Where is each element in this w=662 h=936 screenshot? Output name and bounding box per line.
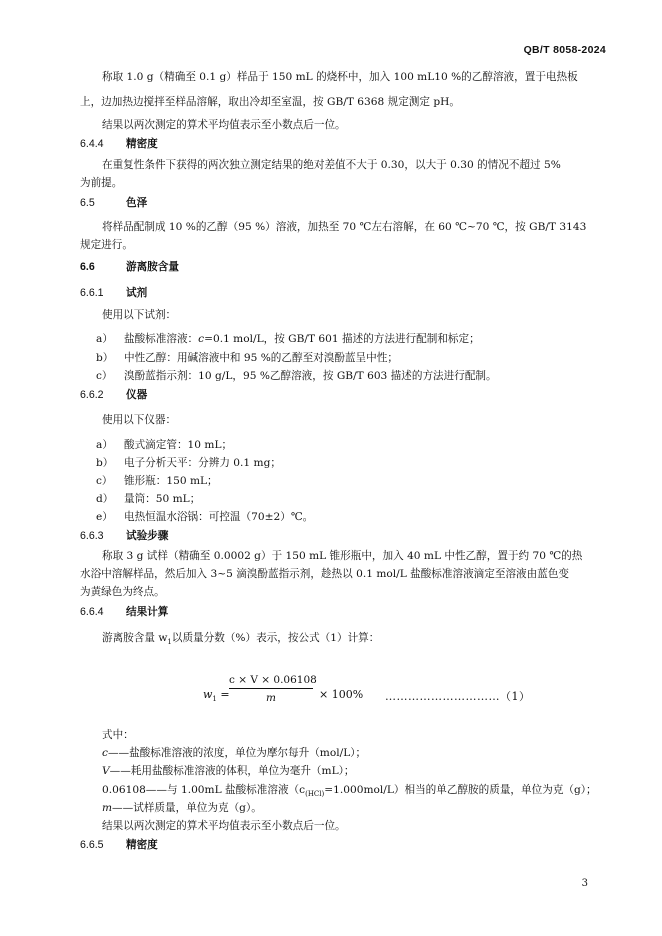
- list-item: [96, 456, 281, 470]
- section-title: 色泽: [126, 197, 148, 209]
- section-heading-6-6-5: [80, 838, 158, 852]
- formula-fraction: [229, 674, 317, 704]
- paragraph-line: 水浴中溶解样品，然后加入 3~5 滴溴酚蓝指示剂，趁热以 0.1 mol/L 盐酸标准溶液滴定至溶液由蓝色变: [80, 568, 570, 580]
- where-item: [102, 746, 366, 760]
- list-marker: e）: [96, 511, 113, 523]
- paragraph-line: 为前提。: [80, 177, 123, 189]
- formula-leader: [385, 688, 531, 704]
- list-text: 锥形瓶：150 mL；: [124, 475, 218, 487]
- subscript: 1: [212, 695, 217, 704]
- where-text: 0.06108——与 1.00mL 盐酸标准溶液（c: [102, 784, 306, 796]
- where-text: ——试样质量，单位为克（g）。: [112, 802, 262, 814]
- subscript: 1: [167, 638, 172, 647]
- subscript: (HCl): [305, 790, 325, 799]
- where-text: =1.000mol/L）相当的单乙醇胺的质量，单位为克（g）；: [324, 784, 597, 796]
- paragraph-line: 为黄绿色为终点。: [80, 586, 165, 598]
- list-item: [96, 510, 313, 524]
- page-number: 3: [581, 878, 588, 889]
- paragraph-line: 结果以两次测定的算术平均值表示至小数点后一位。: [102, 820, 346, 832]
- where-text: ——耗用盐酸标准溶液的体积，单位为毫升（mL）；: [109, 765, 355, 777]
- section-title: 试验步骤: [126, 530, 169, 542]
- list-marker: c）: [96, 370, 113, 382]
- paragraph-line: 在重复性条件下获得的两次独立测定结果的绝对差值不大于 0.30，以大于 0.30 的情况不超过 5%: [102, 159, 561, 171]
- variable: c: [102, 747, 108, 759]
- section-number: 6.6.5: [80, 839, 104, 851]
- section-heading-6-6-3: [80, 529, 168, 543]
- list-item: [96, 438, 232, 452]
- section-number: 6.6.1: [80, 287, 104, 299]
- calc-text: 以质量分数（%）表示，按公式（1）计算：: [171, 632, 380, 644]
- formula-number: （1）: [500, 690, 531, 703]
- section-title: 精密度: [126, 138, 158, 150]
- leader-dots: …………………………: [385, 690, 500, 703]
- section-number: 6.6.3: [80, 530, 104, 542]
- section-number: 6.6: [80, 261, 95, 273]
- fraction-bar: [229, 688, 313, 689]
- section-number: 6.6.4: [80, 606, 104, 618]
- section-number: 6.4.4: [80, 138, 104, 150]
- section-heading-6-6: [80, 260, 179, 274]
- formula-rhs: × 100%: [319, 688, 364, 701]
- list-marker: c）: [96, 475, 113, 487]
- list-marker: a）: [96, 439, 113, 451]
- paragraph-line: 规定进行。: [80, 239, 133, 251]
- section-heading-6-6-1: [80, 286, 147, 300]
- list-text: 溴酚蓝指示剂：10 g/L，95 %乙醇溶液，按 GB/T 603 描述的方法进行配制。: [124, 370, 497, 382]
- list-text: 盐酸标准溶液：: [124, 333, 199, 345]
- paragraph-line: 结果以两次测定的算术平均值表示至小数点后一位。: [102, 119, 346, 131]
- list-item: [96, 351, 398, 365]
- list-text: =0.1 mol/L，按 GB/T 601 描述的方法进行配制和标定；: [204, 333, 480, 345]
- list-text: 电子分析天平：分辨力 0.1 mg；: [124, 457, 281, 469]
- where-intro: 式中：: [102, 729, 134, 741]
- where-text: ——盐酸标准溶液的浓度，单位为摩尔每升（mol/L）；: [107, 747, 367, 759]
- variable: V: [102, 765, 110, 777]
- section-heading-6-6-2: [80, 388, 147, 402]
- list-marker: a）: [96, 333, 113, 345]
- calc-intro: [102, 631, 379, 649]
- list-item: [96, 369, 497, 383]
- reagents-intro: 使用以下试剂：: [102, 309, 177, 321]
- paragraph-line: 上，边加热边搅拌至样品溶解，取出冷却至室温，按 GB/T 6368 规定测定 pH。: [80, 96, 460, 108]
- section-title: 游离胺含量: [126, 261, 179, 273]
- where-item: [102, 783, 597, 801]
- section-number: 6.6.2: [80, 389, 104, 401]
- list-text: 电热恒温水浴锅：可控温（70±2）℃。: [124, 511, 314, 523]
- list-marker: b）: [96, 457, 114, 469]
- section-title: 结果计算: [126, 606, 169, 618]
- section-title: 精密度: [126, 839, 158, 851]
- variable: w: [203, 688, 213, 701]
- section-title: 试剂: [126, 287, 148, 299]
- instruments-intro: 使用以下仪器：: [102, 414, 177, 426]
- where-item: [102, 801, 262, 815]
- paragraph-line: 称取 1.0 g（精确至 0.1 g）样品于 150 mL 的烧杯中，加入 100 mL10 %的乙醇溶液，置于电热板: [102, 71, 578, 83]
- where-item: [102, 764, 355, 778]
- list-item: [96, 332, 480, 346]
- calc-text: 游离胺含量 w: [102, 632, 168, 644]
- list-item: [96, 492, 200, 506]
- list-text: 量筒：50 mL；: [124, 493, 201, 505]
- section-heading-6-5: [80, 196, 147, 210]
- section-heading-6-6-4: [80, 605, 168, 619]
- formula-numerator: c × V × 0.06108: [229, 674, 317, 686]
- document-id: QB/T 8058-2024: [523, 44, 606, 56]
- list-text: 中性乙醇：用碱溶液中和 95 %的乙醇至对溴酚蓝呈中性；: [124, 352, 398, 364]
- section-title: 仪器: [126, 389, 148, 401]
- variable: c: [198, 333, 205, 345]
- formula-lhs: [203, 688, 230, 703]
- variable: m: [102, 802, 113, 814]
- formula-denominator: m: [266, 692, 276, 704]
- list-text: 酸式滴定管：10 mL；: [124, 439, 233, 451]
- list-item: [96, 474, 218, 488]
- section-heading-6-4-4: [80, 137, 158, 151]
- list-marker: b）: [96, 352, 114, 364]
- paragraph-line: 称取 3 g 试样（精确至 0.0002 g）于 150 mL 锥形瓶中，加入 40 mL 中性乙醇，置于约 70 ℃的热: [102, 550, 583, 562]
- section-number: 6.5: [80, 197, 95, 209]
- paragraph-line: 将样品配制成 10 %的乙醇（95 %）溶液，加热至 70 ℃左右溶解，在 60 ℃~70 ℃，按 GB/T 3143: [102, 221, 587, 233]
- list-marker: d）: [96, 493, 114, 505]
- equals-sign: =: [216, 688, 230, 701]
